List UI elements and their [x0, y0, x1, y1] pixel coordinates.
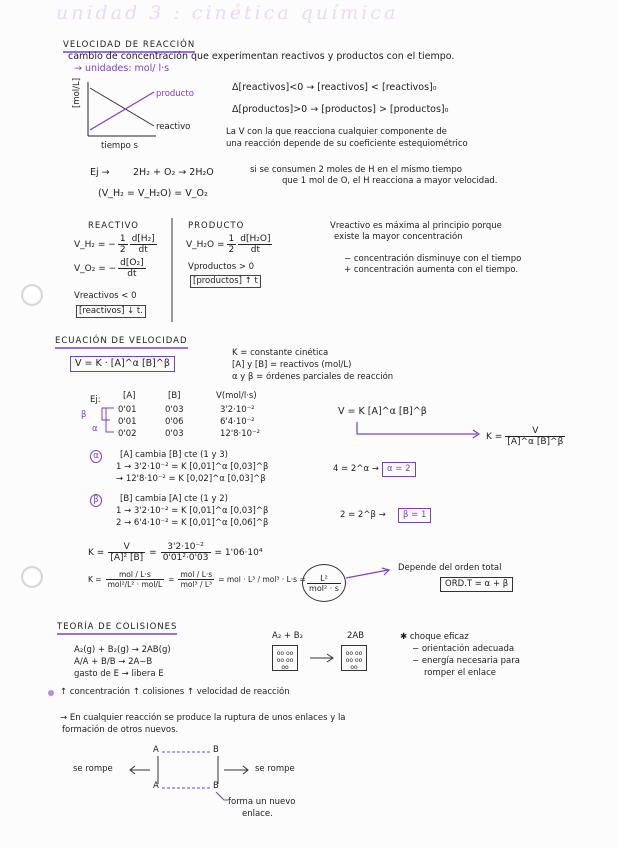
units-simplified: = mol · L³ / mol³ · L·s = [218, 575, 306, 584]
definition: cambio de concentración que experimentan reactivos y productos con el tiempo. [68, 51, 455, 62]
alpha-marker: α [92, 424, 98, 434]
graph-producto-label: producto [156, 89, 194, 99]
example-reaction: 2H₂ + O₂ → 2H₂O [133, 167, 214, 178]
graph-ylabel: [mol/L] [72, 77, 82, 108]
section-heading-ecuacion: ECUACIÓN DE VELOCIDAD [55, 336, 188, 349]
graph-xlabel: tiempo s [101, 141, 138, 151]
collision-reaction-1: A₂(g) + B₂(g) → 2AB(g) [74, 645, 171, 655]
reactants-box: oo oo oo oo oo [272, 645, 298, 671]
case-alpha-head: [A] cambia [B] cte (1 y 3) [120, 450, 228, 460]
side-note-1: Vreactivo es máxima al principio porque [330, 221, 502, 231]
reactivo-heading: REACTIVO [88, 221, 139, 231]
units-a-den: mol²/L² · mol/L [107, 580, 163, 589]
kcalc-num: V [108, 542, 145, 553]
table-cell: 0'02 [118, 429, 137, 439]
equals-sign: = [168, 575, 175, 584]
binder-hole [21, 284, 43, 306]
beta-value: β = 1 [398, 508, 431, 523]
effective-collision: ✱ choque eficaz [400, 632, 469, 642]
rate-o2-den: dt [127, 269, 137, 279]
atom-a-top: A [153, 745, 159, 755]
rate-h2-coef-d: 2 [119, 245, 126, 255]
rate-law-2: V = K [A]^α [B]^β [338, 406, 427, 417]
rate-h2o-label: V_H₂O = [186, 239, 225, 250]
units-label: K = [88, 575, 102, 584]
case-beta-marker: β [90, 494, 102, 507]
units-result-circle [302, 564, 346, 602]
energy-req: − energía necesaria para [412, 656, 520, 666]
ab-definition: [A] y [B] = reactivos (mol/L) [232, 360, 352, 370]
units-result-num: L² [307, 574, 341, 584]
velocity-equality: (V_H₂ = V_H₂O) = V_O₂ [98, 188, 208, 199]
productos-increase: [productos] ↑ t [190, 275, 261, 288]
rate-o2-num: d[O₂] [120, 258, 144, 268]
collision-reaction-3: gasto de E → libera E [74, 669, 164, 679]
delta-reactivos: Δ[reactivos]<0 → [reactivos] < [reactivos]₀ [232, 82, 437, 93]
energy-req-2: romper el enlace [424, 668, 496, 678]
box-reactants-label: A₂ + B₂ [272, 631, 303, 641]
k-calculation [88, 542, 262, 563]
producto-heading: PRODUCTO [188, 221, 245, 231]
breaks-right: se rompe [255, 764, 295, 774]
breaks-left: se rompe [73, 764, 113, 774]
case-beta-head: [B] cambia [A] cte (1 y 2) [120, 494, 228, 504]
arrow-reaction-box [308, 652, 336, 664]
bullet-dot [48, 690, 54, 696]
table-cell: 0'06 [165, 417, 184, 427]
k-value: = 1'06·10⁴ [214, 547, 263, 558]
concentration-rule: ↑ concentración ↑ colisiones ↑ velocidad de reacción [60, 687, 290, 697]
rate-h2o-coef-d: 2 [228, 245, 235, 255]
rate-h2-num: d[H₂] [131, 234, 155, 244]
kcalc-num2: 3'2·10⁻² [161, 542, 211, 553]
rate-h2o-num: d[H₂O] [240, 234, 271, 244]
section-heading-velocidad: VELOCIDAD DE REACCIÓN [63, 40, 195, 53]
side-note-2: existe la mayor concentración [334, 232, 463, 242]
ej-label-2: Ej: [90, 395, 101, 405]
bond-paragraph-1: → En cualquier reacción se produce la ruptura de unos enlaces y la [60, 713, 346, 723]
kcalc-den2: 0'01²·0'03 [162, 553, 209, 563]
rate-h2-coef-n: 1 [119, 234, 126, 244]
vproductos-pos: Vproductos > 0 [188, 262, 255, 272]
rate-h2o-coef-n: 1 [228, 234, 235, 244]
graph-reactivo-label: reactivo [156, 122, 191, 132]
depends-total-order: Depende del orden total [398, 563, 502, 573]
reactivo-curve [90, 88, 154, 126]
note-line-2: una reacción depende de su coeficiente estequiométrico [226, 139, 468, 149]
case-alpha-eq2: → 12'8·10⁻² = K [0,02]^α [0,03]^β [116, 474, 266, 484]
equals-sign: = [149, 547, 157, 558]
case-alpha-eq1: 1 → 3'2·10⁻² = K [0,01]^α [0,03]^β [116, 462, 269, 472]
case-beta-eq2: 2 → 6'4·10⁻² = K [0,01]^α [0,06]^β [116, 518, 269, 528]
ej-label: Ej → [90, 167, 110, 178]
bond-paragraph-2: formación de otros nuevos. [62, 725, 179, 735]
bond-diagram [120, 746, 290, 804]
producto-curve [90, 92, 154, 130]
atom-b-bottom: B [213, 781, 219, 791]
col-b: [B] [168, 391, 181, 401]
kcalc-den: [A]² [B] [110, 553, 144, 563]
new-bond-note: forma un nuevo [228, 797, 296, 807]
case-beta-eq1: 1 → 3'2·10⁻² = K [0,01]^α [0,03]^β [116, 506, 269, 516]
col-v: V(mol/l·s) [216, 391, 257, 401]
table-cell: 0'03 [165, 429, 184, 439]
side-note-3: − concentración disminuye con el tiempo [344, 254, 522, 264]
vreactivos-neg: Vreactivos < 0 [74, 291, 137, 301]
case-alpha-result: 4 = 2^α → [333, 464, 379, 474]
orders-definition: α y β = órdenes parciales de reacción [232, 372, 394, 382]
k-den: [A]^α [B]^β [507, 437, 564, 447]
table-cell: 0'01 [118, 417, 137, 427]
beta-marker: β [81, 410, 87, 420]
side-note-4: + concentración aumenta con el tiempo. [344, 265, 519, 275]
delta-productos: Δ[productos]>0 → [productos] > [productos]₀ [232, 104, 449, 115]
units-note: → unidades: mol/ l·s [74, 63, 170, 74]
atom-b-top: B [213, 745, 219, 755]
atom-a-bottom: A [153, 781, 159, 791]
page-title: unidad 3 : cinética química [56, 2, 399, 24]
table-cell: 6'4·10⁻² [220, 417, 255, 427]
table-cell: 0'03 [165, 405, 184, 415]
k-units [88, 570, 306, 589]
units-a-num: mol / L·s [106, 570, 165, 580]
column-divider [170, 218, 174, 322]
box-products-label: 2AB [347, 631, 365, 641]
concentration-time-graph [76, 78, 216, 150]
orientation-req: − orientación adecuada [412, 644, 515, 654]
section-heading-colisiones: TEORÍA DE COLISIONES [57, 622, 177, 635]
total-order: ORD.T = α + β [440, 577, 513, 592]
k-definition: K = constante cinética [232, 348, 329, 358]
case-alpha-marker: α [90, 450, 102, 463]
rate-h2-den: dt [138, 245, 148, 255]
rate-h2 [74, 234, 157, 255]
rate-h2o-den: dt [250, 245, 260, 255]
k-num: V [505, 426, 565, 437]
new-bond-note-2: enlace. [242, 809, 273, 819]
case-beta-result: 2 = 2^β → [340, 510, 386, 520]
units-b-num: mol / L·s [180, 570, 213, 579]
rate-h2o [186, 234, 272, 255]
table-cell: 3'2·10⁻² [220, 405, 255, 415]
rate-o2-label: V_O₂ = − [74, 263, 117, 274]
kcalc-label: K = [88, 547, 105, 558]
k-label: K = [486, 431, 503, 442]
units-result-den: mol² · s [309, 583, 339, 593]
col-a: [A] [123, 391, 136, 401]
alpha-value: α = 2 [382, 462, 416, 477]
rate-h2-label: V_H₂ = − [74, 239, 116, 250]
reactivos-decrease: [reactivos] ↓ t. [76, 305, 146, 318]
example-note-1: si se consumen 2 moles de H en el mismo tiempo [250, 165, 462, 175]
rate-o2 [74, 258, 146, 279]
products-box: oo oo oo oo oo [341, 645, 367, 671]
k-expression [486, 426, 565, 447]
rate-law: V = K · [A]^α [B]^β [70, 356, 175, 372]
note-line-1: La V con la que reacciona cualquier componente de [226, 127, 447, 137]
arrow-to-k [355, 420, 485, 440]
units-b-den: mol³ / L³ [180, 580, 213, 589]
table-cell: 0'01 [118, 405, 137, 415]
table-cell: 12'8·10⁻² [220, 429, 260, 439]
collision-reaction-2: A/A + B/B → 2A−B [74, 657, 153, 667]
binder-hole [21, 566, 43, 588]
example-note-2: que 1 mol de O, el H reacciona a mayor velocidad. [282, 176, 498, 186]
arrow-depends [344, 566, 394, 582]
